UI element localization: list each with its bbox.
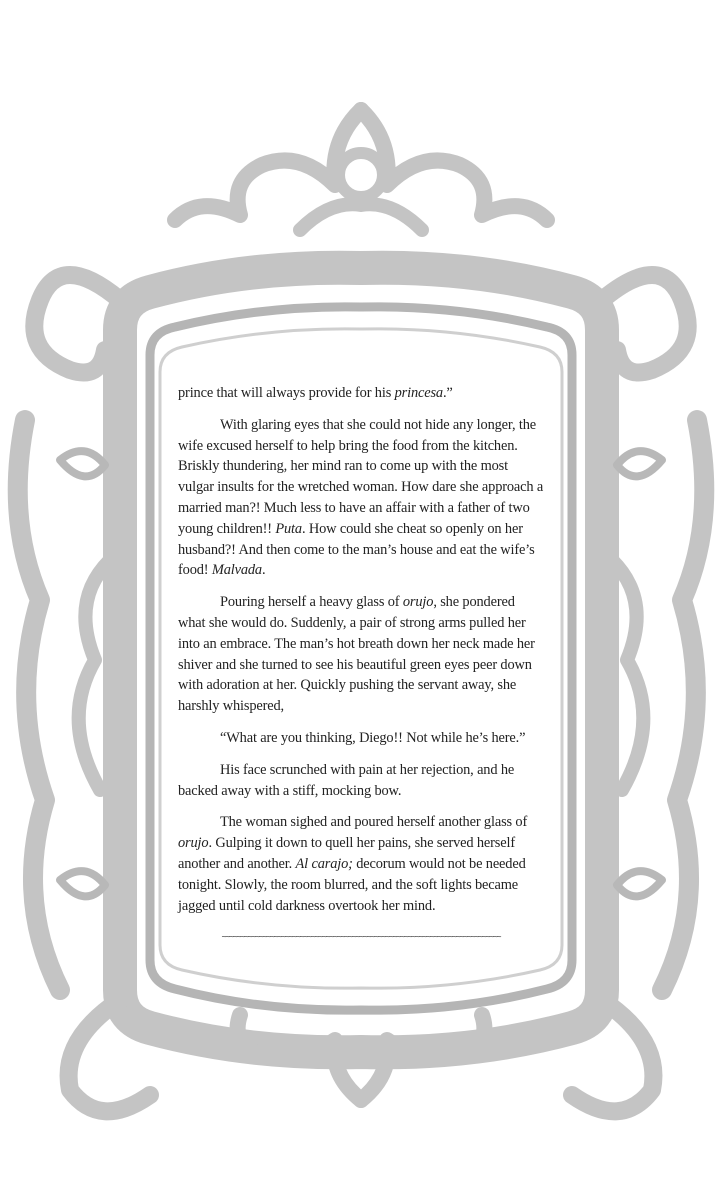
italic-term: princesa: [394, 385, 443, 401]
text-run: .”: [442, 385, 453, 401]
text-run: “What are you thinking, Diego!! Not while he’s here.”: [220, 729, 526, 746]
italic-term: Puta: [275, 520, 302, 537]
italic-term: orujo: [402, 594, 434, 611]
text-run: .: [261, 562, 266, 579]
text-run: prince that will always provide for his: [178, 385, 395, 401]
text-run: The woman sighed and poured herself another glass of: [220, 814, 528, 831]
text-run: , she pondered what she would do. Suddenly, a pair of strong arms pulled her into an embrace. The man’s hot breath down her neck made her shiver and she turned to see his beautiful green eyes peer down with adoration at her. Quickly pushing the servant away, she harshly whispered,: [178, 594, 535, 715]
text-run: With glaring eyes that she could not hide any longer, the wife excused herself to help bring the food from the kitchen. Briskly thundering, her mind ran to come up with the most vulgar insults for the wretched woman. How dare she approach a married man?! Much less to have an affair with a father of two young children!!: [178, 416, 544, 537]
story-paragraph: [178, 728, 544, 749]
story-paragraph: [178, 812, 544, 916]
section-divider: ~~~~~~~~~~~~~~~~~~~~~~~~~~~~~~~~~~~~~~~~~~~~~~~~~~~~~~~~~~~~~~~~~~~~~~~~~~~: [221, 932, 501, 942]
italic-term: Malvada: [211, 562, 262, 579]
story-text-panel: [178, 383, 544, 948]
story-paragraph: [178, 415, 544, 581]
story-paragraph: [178, 383, 544, 404]
text-run: . How could she cheat so openly on her husband?! And then come to the man’s house and eat the wife’s food!: [178, 520, 535, 579]
story-paragraphs: [178, 383, 544, 916]
story-paragraph: [178, 592, 544, 717]
text-run: His face scrunched with pain at her rejection, and he backed away with a stiff, mocking bow.: [178, 761, 515, 799]
text-run: decorum would not be needed tonight. Slowly, the room blurred, and the soft lights became jagged until cold darkness overtook her mind.: [178, 855, 526, 914]
italic-term: Al carajo;: [295, 855, 353, 872]
text-run: . Gulping it down to quell her pains, she served herself another and another.: [178, 835, 515, 872]
story-paragraph: [178, 760, 544, 802]
text-run: Pouring herself a heavy glass of: [220, 594, 403, 611]
italic-term: orujo: [178, 835, 209, 852]
